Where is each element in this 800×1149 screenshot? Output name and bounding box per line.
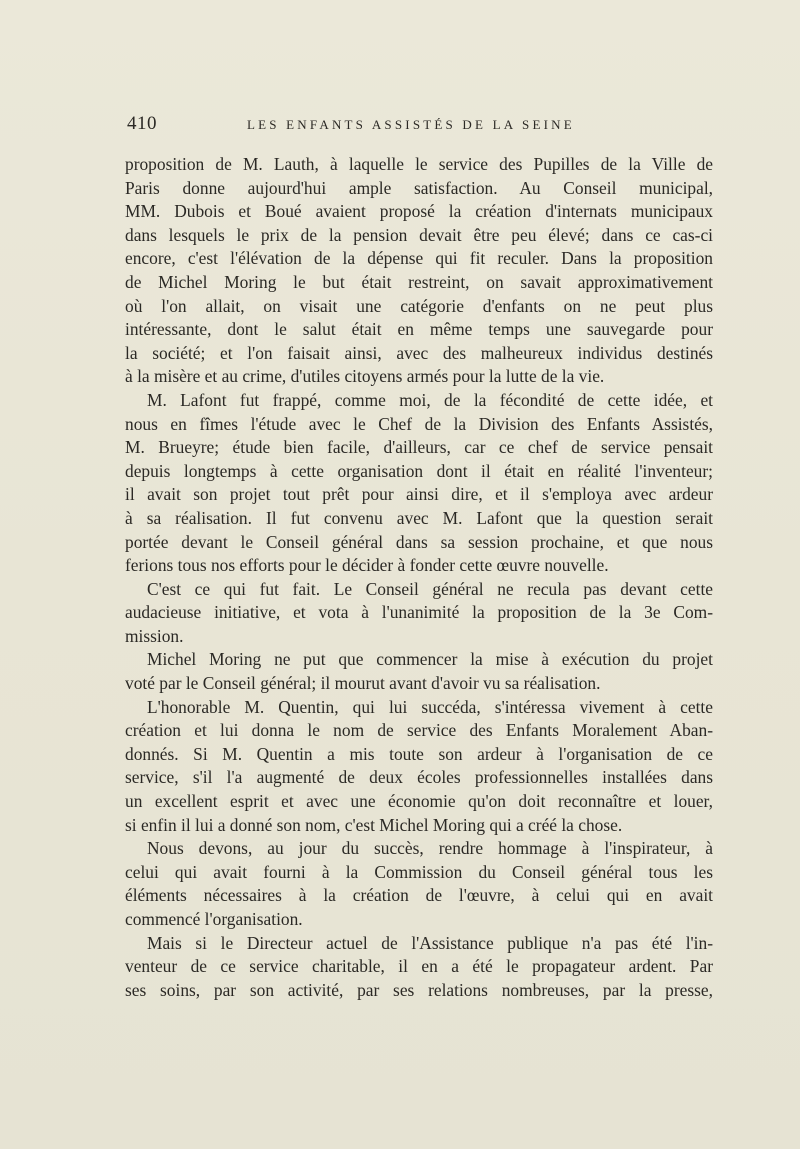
text-line: éléments nécessaires à la création de l'œuvre, à celui qui en avait: [125, 885, 713, 906]
text-line: de Michel Moring le but était restreint, on savait approximativement: [125, 271, 713, 292]
running-title: LES ENFANTS ASSISTÉS DE LA SEINE: [247, 117, 575, 132]
text-line: Mais si le Directeur actuel de l'Assistance publique n'a pas été l'in-: [147, 932, 713, 953]
text-line: M. Brueyre; étude bien facile, d'ailleurs, car ce chef de service pensait: [125, 437, 713, 458]
text-line: C'est ce qui fut fait. Le Conseil général ne recula pas devant cette: [147, 578, 713, 599]
text-line: Michel Moring ne put que commencer la mise à exécution du projet: [147, 649, 713, 670]
text-line: audacieuse initiative, et vota à l'unanimité la proposition de la 3e Com-: [125, 602, 713, 623]
text-line: encore, c'est l'élévation de la dépense qui fit reculer. Dans la proposition: [125, 248, 713, 269]
text-line: Paris donne aujourd'hui ample satisfaction. Au Conseil municipal,: [125, 177, 713, 198]
text-line: création et lui donna le nom de service des Enfants Moralement Aban-: [125, 720, 713, 741]
text-line: ferions tous nos efforts pour le décider à fonder cette œuvre nouvelle.: [125, 555, 609, 576]
text-line: à sa réalisation. Il fut convenu avec M. Lafont que la question serait: [125, 507, 713, 528]
text-line: MM. Dubois et Boué avaient proposé la création d'internats municipaux: [125, 201, 713, 222]
text-line: intéressante, dont le salut était en même temps une sauvegarde pour: [125, 319, 713, 340]
body-text: [125, 153, 713, 1002]
text-line: voté par le Conseil général; il mourut avant d'avoir vu sa réalisation.: [125, 673, 601, 694]
text-line: si enfin il lui a donné son nom, c'est Michel Moring qui a créé la chose.: [125, 814, 623, 835]
page-number: 410: [127, 113, 157, 134]
text-line: proposition de M. Lauth, à laquelle le service des Pupilles de la Ville de: [125, 154, 713, 174]
text-line: portée devant le Conseil général dans sa session prochaine, et que nous: [125, 531, 713, 552]
text-line: M. Lafont fut frappé, comme moi, de la fécondité de cette idée, et: [147, 389, 713, 410]
text-line: commencé l'organisation.: [125, 909, 303, 929]
text-line: donnés. Si M. Quentin a mis toute son ardeur à l'organisation de ce: [125, 743, 713, 764]
text-line: il avait son projet tout prêt pour ainsi dire, et il s'employa avec ardeur: [125, 484, 713, 505]
text-line: L'honorable M. Quentin, qui lui succéda, s'intéressa vivement à cette: [147, 696, 713, 717]
text-line: service, s'il l'a augmenté de deux écoles professionnelles installées dans: [125, 767, 713, 788]
text-line: nous en fîmes l'étude avec le Chef de la Division des Enfants Assistés,: [125, 413, 713, 434]
text-line: depuis longtemps à cette organisation dont il était en réalité l'inventeur;: [125, 460, 713, 481]
text-line: la société; et l'on faisait ainsi, avec des malheureux individus destinés: [125, 342, 713, 363]
text-line: Nous devons, au jour du succès, rendre hommage à l'inspirateur, à: [147, 838, 713, 859]
text-line: ses soins, par son activité, par ses relations nombreuses, par la presse,: [125, 979, 713, 1000]
text-line: venteur de ce service charitable, il en a été le propagateur ardent. Par: [125, 956, 713, 977]
text-line: un excellent esprit et avec une économie qu'on doit reconnaître et louer,: [125, 791, 713, 812]
text-line: mission.: [125, 625, 184, 646]
text-line: où l'on allait, on visait une catégorie d'enfants on ne peut plus: [125, 295, 713, 316]
page-header: [127, 113, 711, 139]
text-line: à la misère et au crime, d'utiles citoyens armés pour la lutte de la vie.: [125, 366, 605, 387]
text-line: celui qui avait fourni à la Commission du Conseil général tous les: [125, 861, 713, 882]
text-line: dans lesquels le prix de la pension devait être peu élevé; dans ce cas-ci: [125, 224, 713, 245]
